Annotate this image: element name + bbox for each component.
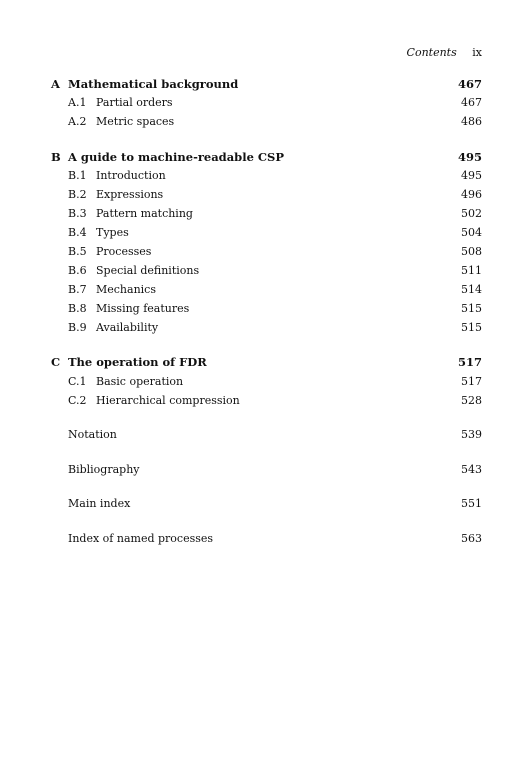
toc-entry-title: Mechanics: [96, 283, 156, 296]
toc-entry-page-number: 563: [461, 532, 482, 545]
toc-entry-number: B.9: [68, 321, 87, 334]
toc-section-entry[interactable]: [0, 320, 532, 336]
toc-entry-title: A guide to machine-readable CSP: [68, 150, 285, 164]
toc-entry-page-number: 515: [461, 302, 482, 315]
toc-entry-number: B.5: [68, 245, 87, 258]
toc-entry-title: Types: [96, 226, 129, 239]
toc-entry-number: B.7: [68, 283, 87, 296]
toc-entry-page-number: 495: [461, 169, 482, 182]
toc-entry-number: B.2: [68, 188, 87, 201]
toc-entry-page-number: 539: [461, 428, 482, 441]
toc-appendix-entry[interactable]: [0, 354, 532, 370]
toc-entry-page-number: 495: [457, 150, 482, 164]
toc-appendix-entry[interactable]: [0, 149, 532, 165]
toc-entry-title: Special definitions: [96, 264, 200, 277]
toc-entry-page-number: 467: [461, 96, 482, 109]
toc-entry-number: C.1: [68, 375, 87, 388]
toc-entry-title: Main index: [68, 497, 131, 510]
toc-entry-page-number: 551: [461, 497, 482, 510]
toc-entry-page-number: 502: [461, 207, 482, 220]
toc-entry-title: Index of named processes: [68, 532, 214, 545]
toc-entry-page-number: 511: [461, 264, 482, 277]
toc-entry-title: Missing features: [96, 302, 190, 315]
toc-section-entry[interactable]: [0, 168, 532, 184]
toc-entry-page-number: 467: [457, 77, 482, 91]
toc-section-entry[interactable]: [0, 95, 532, 111]
toc-entry-title: The operation of FDR: [68, 355, 207, 369]
toc-section-entry[interactable]: [0, 393, 532, 409]
toc-chapter-entry[interactable]: [0, 427, 532, 443]
toc-entry-page-number: 486: [461, 115, 482, 128]
toc-entry-title: Notation: [68, 428, 117, 441]
toc-entry-number: A.2: [68, 115, 87, 128]
toc-chapter-entry[interactable]: [0, 462, 532, 478]
toc-entry-number: B: [51, 150, 61, 164]
toc-section-entry[interactable]: [0, 301, 532, 317]
toc-entry-title: Bibliography: [68, 463, 140, 476]
toc-entry-number: B.6: [68, 264, 87, 277]
toc-entry-page-number: 514: [461, 283, 482, 296]
toc-entry-title: Availability: [96, 321, 159, 334]
running-header-title: Contents: [406, 46, 457, 59]
toc-section-entry[interactable]: [0, 244, 532, 260]
toc-entry-number: C: [51, 355, 61, 369]
toc-entry-page-number: 517: [461, 375, 482, 388]
toc-entry-number: A.1: [68, 96, 87, 109]
running-header: [407, 46, 482, 59]
toc-section-entry[interactable]: [0, 187, 532, 203]
toc-chapter-entry[interactable]: [0, 496, 532, 512]
toc-entry-title: Expressions: [96, 188, 164, 201]
toc-entry-page-number: 508: [461, 245, 482, 258]
toc-section-entry[interactable]: [0, 206, 532, 222]
toc-entry-page-number: 517: [457, 355, 482, 369]
toc-appendix-entry[interactable]: [0, 76, 532, 92]
toc-entry-page-number: 515: [461, 321, 482, 334]
toc-entry-page-number: 528: [461, 394, 482, 407]
running-header-page-number: ix: [472, 46, 482, 59]
toc-entry-page-number: 543: [461, 463, 482, 476]
toc-entry-number: A: [51, 77, 60, 91]
toc-entry-number: B.3: [68, 207, 87, 220]
toc-section-entry[interactable]: [0, 282, 532, 298]
toc-chapter-entry[interactable]: [0, 531, 532, 547]
toc-entry-title: Partial orders: [96, 96, 173, 109]
toc-entry-title: Hierarchical compression: [96, 394, 240, 407]
toc-entry-number: B.4: [68, 226, 87, 239]
toc-entry-number: C.2: [68, 394, 87, 407]
toc-entry-number: B.1: [68, 169, 87, 182]
toc-entry-title: Basic operation: [96, 375, 184, 388]
toc-entry-page-number: 496: [461, 188, 482, 201]
toc-section-entry[interactable]: [0, 374, 532, 390]
toc-section-entry[interactable]: [0, 225, 532, 241]
toc-entry-page-number: 504: [461, 226, 482, 239]
toc-entry-title: Pattern matching: [96, 207, 193, 220]
toc-entry-title: Processes: [96, 245, 152, 258]
toc-entry-number: B.8: [68, 302, 87, 315]
toc-section-entry[interactable]: [0, 263, 532, 279]
toc-entry-title: Introduction: [96, 169, 166, 182]
toc-entry-title: Metric spaces: [96, 115, 175, 128]
toc-section-entry[interactable]: [0, 114, 532, 130]
toc-entry-title: Mathematical background: [68, 77, 239, 91]
